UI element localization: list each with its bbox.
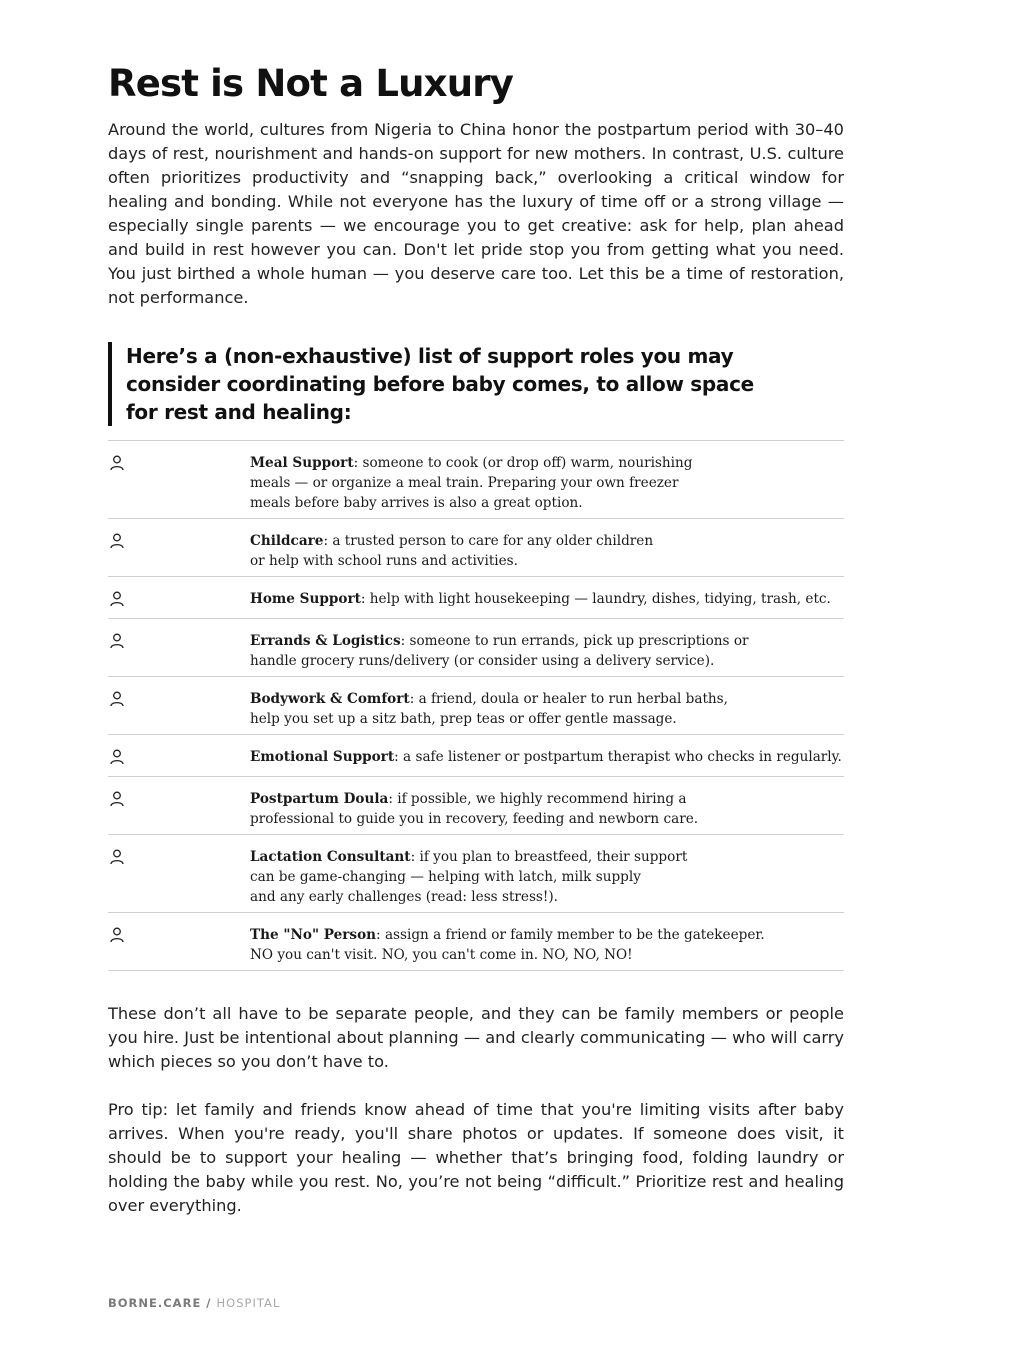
closing-paragraph: These don’t all have to be separate people, and they can be family members or people you hire. Just be intentional about planning — and clearly communicating — who will carry which pieces so you don’t have to. (108, 1004, 844, 1071)
role-name: Home Support (250, 591, 361, 607)
footer-separator: / (201, 1296, 217, 1310)
callout-block (108, 342, 766, 426)
list-item (108, 519, 844, 577)
role-text (250, 913, 844, 965)
role-description: : a friend, doula or healer to run herbal baths, help you set up a sitz bath, prep teas or offer gentle massage. (250, 691, 728, 727)
list-item (108, 735, 844, 777)
role-text (250, 677, 844, 729)
footer-section: HOSPITAL (216, 1296, 281, 1310)
person-icon (108, 577, 250, 608)
callout-heading: Here’s a (non-exhaustive) list of support roles you may consider coordinating before baby comes, to allow space for rest and healing: (126, 344, 754, 424)
role-name: Childcare (250, 533, 324, 549)
role-description: : a safe listener or postpartum therapist who checks in regularly. (394, 749, 842, 765)
role-name: Bodywork & Comfort (250, 691, 410, 707)
list-item (108, 677, 844, 735)
role-description: : help with light housekeeping — laundry, dishes, tidying, trash, etc. (360, 591, 831, 607)
list-item (108, 441, 844, 519)
role-text (250, 619, 844, 671)
role-description: : if possible, we highly recommend hiring a professional to guide you in recovery, feeding and newborn care. (250, 791, 699, 827)
person-icon (108, 735, 250, 766)
page-title: Rest is Not a Luxury (108, 62, 514, 105)
person-icon (108, 441, 250, 472)
support-roles-list (108, 440, 844, 971)
person-icon (108, 835, 250, 866)
footer (108, 1296, 280, 1310)
role-text (250, 835, 844, 907)
footer-brand: BORNE.CARE (108, 1296, 202, 1310)
person-icon (108, 677, 250, 708)
role-name: Emotional Support (250, 749, 395, 765)
person-icon (108, 619, 250, 650)
person-icon (108, 777, 250, 808)
role-text (250, 577, 844, 609)
role-description: : someone to run errands, pick up prescriptions or handle grocery runs/delivery (or consider using a delivery service). (250, 633, 749, 669)
role-description: : someone to cook (or drop off) warm, nourishing meals — or organize a meal train. Preparing your own freezer meals before baby arrives is also a great option. (250, 455, 693, 511)
role-text (250, 735, 844, 767)
role-name: Lactation Consultant (250, 849, 411, 865)
role-description: : a trusted person to care for any older children or help with school runs and activities. (250, 533, 654, 569)
pro-tip-paragraph: Pro tip: let family and friends know ahead of time that you're limiting visits after baby arrives. When you're ready, you'll share photos or updates. If someone does visit, it should be to support your healing — whether that’s bringing food, folding laundry or holding the baby while you rest. No, you’re not being “difficult.” Prioritize rest and healing over everything. (108, 1100, 844, 1215)
role-description: : assign a friend or family member to be the gatekeeper. NO you can't visit. NO, you can't come in. NO, NO, NO! (250, 927, 765, 963)
list-item (108, 619, 844, 677)
role-text (250, 519, 844, 571)
role-description: : if you plan to breastfeed, their support can be game-changing — helping with latch, milk supply and any early challenges (read: less stress!). (250, 849, 688, 905)
role-name: The "No" Person (250, 927, 377, 943)
role-name: Meal Support (250, 455, 354, 471)
role-text (250, 777, 844, 829)
intro-paragraph: Around the world, cultures from Nigeria to China honor the postpartum period with 30–40 days of rest, nourishment and hands-on support for new mothers. In contrast, U.S. culture often prioritizes productivity and “snapping back,” overlooking a critical window for healing and bonding. While not everyone has the luxury of time off or a strong village — especially single parents — we encourage you to get creative: ask for help, plan ahead and build in rest however you can. Don't let pride stop you from getting what you need. You just birthed a whole human — you deserve care too. Let this be a time of restoration, not performance. (108, 120, 844, 307)
role-name: Errands & Logistics (250, 633, 401, 649)
role-text (250, 441, 844, 513)
list-item (108, 777, 844, 835)
list-item (108, 577, 844, 619)
role-name: Postpartum Doula (250, 791, 389, 807)
list-item (108, 913, 844, 971)
person-icon (108, 519, 250, 550)
list-item (108, 835, 844, 913)
person-icon (108, 913, 250, 944)
